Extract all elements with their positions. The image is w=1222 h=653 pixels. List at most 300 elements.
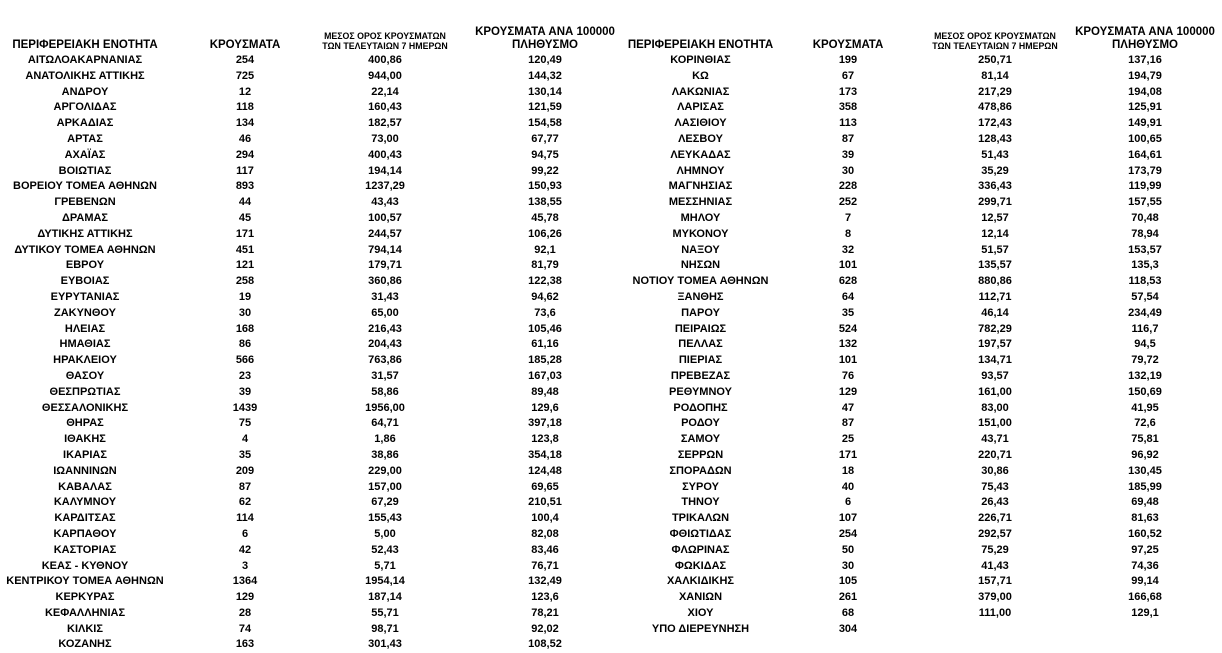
table-row [0,69,620,85]
cell-avg-7days: 65,00 [371,306,399,319]
cell-cases: 1364 [232,575,258,588]
cell-avg-7days: 31,57 [371,369,399,382]
cell-avg-7days: 43,71 [981,433,1009,446]
table-row [0,385,620,401]
cell-cases: 87 [238,480,252,493]
table-row [0,353,620,369]
table-row [610,211,1222,227]
cell-per-100k: 120,49 [528,54,562,66]
cell-per-100k: 185,28 [528,354,562,367]
cell-region: ΜΥΚΟΝΟΥ [672,227,729,240]
cell-region: ΑΡΓΟΛΙΔΑΣ [53,101,117,114]
header-per-line2: ΠΛΗΘΥΣΜΟ [511,39,578,52]
cell-cases: 566 [235,354,255,367]
table-row [610,480,1222,496]
cell-avg-7days: 5,00 [374,527,396,540]
cell-per-100k: 89,48 [531,385,559,398]
cell-region: ΠΙΕΡΙΑΣ [678,354,723,367]
cell-region: ΙΩΑΝΝΙΝΩΝ [53,464,117,477]
cell-per-100k: 70,48 [1131,211,1159,224]
table-row [0,527,620,543]
cell-cases: 114 [236,512,254,525]
table-row [610,85,1222,101]
table-row [610,290,1222,306]
table-row [610,179,1222,195]
cell-per-100k: 57,54 [1131,290,1159,303]
cell-per-100k: 129,1 [1131,606,1159,619]
cell-region: ΗΡΑΚΛΕΙΟΥ [53,354,117,367]
table-row [610,274,1222,290]
cell-cases: 3 [241,559,249,572]
table-row [610,306,1222,322]
cell-cases: 304 [838,622,858,635]
cell-cases: 76 [841,369,855,382]
table-row [0,164,620,180]
cell-region: ΕΒΡΟΥ [65,259,105,272]
table-row [0,606,620,622]
cell-avg-7days: 26,43 [981,496,1009,509]
cell-region: ΔΥΤΙΚΟΥ ΤΟΜΕΑ ΑΘΗΝΩΝ [14,243,156,256]
cell-region: ΑΝΔΡΟΥ [61,85,109,98]
cell-region: ΕΥΒΟΙΑΣ [60,275,110,288]
header-avg-7days [910,32,1080,52]
cell-cases: 35 [238,448,252,461]
cell-region: ΧΑΛΚΙΔΙΚΗΣ [666,575,735,588]
cell-per-100k: 74,36 [1131,559,1159,572]
cell-cases: 28 [238,606,252,619]
cell-cases: 171 [838,448,858,461]
cell-cases: 35 [841,306,855,319]
cell-region: ΧΙΟΥ [687,606,714,619]
cell-region: ΛΗΜΝΟΥ [676,164,725,177]
cell-avg-7days: 31,43 [371,290,399,303]
cell-per-100k: 135,3 [1131,259,1159,272]
cell-cases: 64 [841,290,855,303]
cell-per-100k: 73,6 [534,306,556,319]
table-row [610,322,1222,338]
cell-per-100k: 144,32 [528,69,562,82]
cell-per-100k: 173,79 [1128,164,1162,177]
cell-cases: 47 [841,401,855,414]
cell-per-100k: 121,59 [528,101,562,114]
cell-avg-7days: 5,71 [374,559,396,572]
cell-avg-7days: 400,43 [368,148,402,161]
cell-avg-7days: 12,14 [981,227,1009,240]
cell-avg-7days: 135,57 [978,259,1012,272]
cell-avg-7days: 782,29 [978,322,1012,335]
cell-avg-7days: 172,43 [978,117,1012,130]
cell-region: ΝΟΤΙΟΥ ΤΟΜΕΑ ΑΘΗΝΩΝ [632,275,769,288]
cell-avg-7days: 75,43 [981,480,1009,493]
cell-region: ΥΠΟ ΔΙΕΡΕΥΝΗΣΗ [651,622,750,635]
cell-avg-7days: 204,43 [368,338,402,351]
cell-avg-7days: 43,43 [371,196,399,209]
cell-cases: 4 [241,433,249,446]
cell-cases: 121 [235,259,255,272]
table-row [0,432,620,448]
cell-avg-7days: 194,14 [368,164,402,177]
cell-region: ΒΟΡΕΙΟΥ ΤΟΜΕΑ ΑΘΗΝΩΝ [13,180,157,193]
cell-region: ΜΑΓΝΗΣΙΑΣ [668,180,733,193]
header-per-100k [1065,26,1222,52]
cell-cases: 12 [238,85,252,98]
cell-avg-7days: 83,00 [981,401,1009,414]
cell-cases: 132 [838,338,858,351]
cell-per-100k: 124,48 [528,464,562,477]
table-row [610,543,1222,559]
cell-cases: 258 [235,275,255,288]
cell-cases: 129 [838,385,858,398]
cell-avg-7days: 161,00 [978,385,1012,398]
cell-cases: 25 [841,433,855,446]
table-row [0,306,620,322]
cell-region: ΡΕΘΥΜΝΟΥ [669,385,732,398]
cell-per-100k: 72,6 [1134,417,1156,430]
cell-region: ΣΑΜΟΥ [680,433,721,446]
table-row [0,243,620,259]
cell-cases: 451 [235,243,255,256]
cell-per-100k: 61,16 [531,338,559,351]
table-row [610,132,1222,148]
cell-region: ΦΘΙΩΤΙΔΑΣ [669,527,732,540]
cell-per-100k: 92,02 [531,622,559,635]
cell-region: ΡΟΔΟΠΗΣ [673,401,728,414]
cell-avg-7days: 30,86 [981,464,1009,477]
left-table-body [0,53,620,653]
cell-per-100k: 76,71 [531,559,559,572]
cell-per-100k: 210,51 [528,496,562,509]
header-cases: ΚΡΟΥΣΜΑΤΑ [209,39,281,52]
cell-region: ΣΕΡΡΩΝ [677,448,724,461]
table-row [0,511,620,527]
table-row [610,495,1222,511]
table-row [0,258,620,274]
cell-cases: 101 [838,354,858,367]
cell-per-100k: 94,5 [1134,338,1156,351]
cell-avg-7days: 1954,14 [365,575,405,588]
cell-avg-7days: 182,57 [368,117,402,130]
cell-cases: 40 [841,480,855,493]
cell-cases: 6 [844,496,852,509]
cell-avg-7days: 336,43 [978,180,1012,193]
cell-per-100k: 99,14 [1131,575,1159,588]
cell-region: ΚΕΡΚΥΡΑΣ [55,591,115,604]
cell-avg-7days: 292,57 [978,527,1012,540]
table-row [0,480,620,496]
cell-per-100k: 81,79 [531,259,559,272]
cell-cases: 30 [238,306,252,319]
cell-region: ΠΑΡΟΥ [681,306,720,319]
cell-cases: 7 [844,211,852,224]
cell-region: ΔΡΑΜΑΣ [61,211,109,224]
cell-cases: 8 [844,227,852,240]
cell-per-100k: 82,08 [531,527,559,540]
cell-per-100k: 129,6 [531,401,559,414]
cell-region: ΡΟΔΟΥ [681,417,720,430]
table-row [610,195,1222,211]
cell-cases: 87 [841,417,855,430]
cell-cases: 18 [841,464,855,477]
cell-per-100k: 100,65 [1128,132,1162,145]
cell-per-100k: 41,95 [1131,401,1159,414]
cell-region: ΒΟΙΩΤΙΑΣ [58,164,112,177]
table-row [610,622,1222,638]
table-row [0,622,620,638]
cell-avg-7days: 22,14 [371,85,399,98]
header-region: ΠΕΡΙΦΕΡΕΙΑΚΗ ΕΝΟΤΗΤΑ [12,39,158,52]
header-avg-line2: ΤΩΝ ΤΕΛΕΥΤΑΙΩΝ 7 ΗΜΕΡΩΝ [932,41,1058,52]
table-row [610,511,1222,527]
header-avg-line1: ΜΕΣΟΣ ΟΡΟΣ ΚΡΟΥΣΜΑΤΩΝ [934,31,1056,42]
cell-avg-7days: 81,14 [981,69,1009,82]
cell-avg-7days: 64,71 [371,417,399,430]
cell-region: ΝΗΣΩΝ [680,259,721,272]
table-row [610,243,1222,259]
cell-per-100k: 194,79 [1128,69,1162,82]
cell-cases: 358 [838,101,858,114]
cell-cases: 39 [238,385,252,398]
table-row [0,637,620,653]
cell-region: ΛΕΣΒΟΥ [678,132,723,145]
cell-cases: 50 [841,543,855,556]
header-avg-line2: ΤΩΝ ΤΕΛΕΥΤΑΙΩΝ 7 ΗΜΕΡΩΝ [322,41,448,52]
cell-avg-7days: 160,43 [368,101,402,114]
cell-per-100k: 97,25 [1131,543,1159,556]
cell-per-100k: 92,1 [534,243,556,256]
cell-cases: 107 [838,512,858,525]
cell-cases: 46 [238,132,252,145]
cell-region: ΚΑΡΔΙΤΣΑΣ [54,512,116,525]
cell-avg-7days: 1,86 [374,433,396,446]
cell-region: ΠΡΕΒΕΖΑΣ [670,369,731,382]
header-region: ΠΕΡΙΦΕΡΕΙΑΚΗ ΕΝΟΤΗΤΑ [627,39,774,52]
cell-region: ΚΟΡΙΝΘΙΑΣ [670,54,731,66]
cell-region: ΚΑΛΥΜΝΟΥ [53,496,117,509]
cell-cases: 75 [238,417,252,430]
table-row [0,495,620,511]
cell-avg-7days: 944,00 [368,69,402,82]
cell-per-100k: 194,08 [1128,85,1162,98]
cell-per-100k: 153,57 [1128,243,1162,256]
header-cases: ΚΡΟΥΣΜΑΤΑ [812,39,884,52]
cell-per-100k: 94,75 [531,148,559,161]
cell-avg-7days: 51,43 [981,148,1009,161]
cell-per-100k: 78,94 [1131,227,1159,240]
cell-per-100k: 94,62 [531,290,559,303]
cell-per-100k: 132,19 [1128,369,1162,382]
cell-per-100k: 137,16 [1128,54,1162,66]
cell-avg-7days: 360,86 [368,275,402,288]
cell-avg-7days: 301,43 [368,638,402,651]
cell-per-100k: 125,91 [1128,101,1162,114]
cell-region: ΜΕΣΣΗΝΙΑΣ [668,196,733,209]
cell-region: ΗΜΑΘΙΑΣ [59,338,111,351]
table-row [610,164,1222,180]
table-row [610,464,1222,480]
table-row [0,179,620,195]
cell-region: ΘΕΣΠΡΩΤΙΑΣ [49,385,121,398]
cell-cases: 254 [235,54,255,66]
table-row [0,369,620,385]
cell-per-100k: 150,69 [1128,385,1162,398]
cell-per-100k: 185,99 [1128,480,1162,493]
cell-region: ΚΕΦΑΛΛΗΝΙΑΣ [44,606,126,619]
cell-per-100k: 81,63 [1131,512,1159,525]
table-row [0,574,620,590]
cell-per-100k: 149,91 [1128,117,1162,130]
cell-per-100k: 69,65 [531,480,559,493]
cell-region: ΝΑΞΟΥ [681,243,720,256]
cell-per-100k: 100,4 [531,512,559,525]
cell-region: ΑΝΑΤΟΛΙΚΗΣ ΑΤΤΙΚΗΣ [25,69,145,82]
cell-cases: 45 [238,211,252,224]
cell-cases: 524 [838,322,858,335]
table-row [0,85,620,101]
table-row [0,559,620,575]
left-table-header [0,0,620,53]
cell-region: ΚΟΖΑΝΗΣ [58,638,112,651]
cell-avg-7days: 226,71 [978,512,1012,525]
table-row [610,385,1222,401]
table-row [0,53,620,69]
cell-per-100k: 108,52 [528,638,562,651]
cell-region: ΦΩΚΙΔΑΣ [674,559,727,572]
cell-cases: 171 [235,227,255,240]
cell-region: ΛΑΣΙΘΙΟΥ [674,117,727,130]
cell-avg-7days: 400,86 [368,54,402,66]
cell-cases: 163 [235,638,255,651]
cell-cases: 1439 [232,401,258,414]
cell-cases: 725 [235,69,255,82]
table-row [0,116,620,132]
cell-cases: 118 [236,101,254,114]
cell-per-100k: 96,92 [1131,448,1159,461]
cell-per-100k: 123,8 [531,433,559,446]
cell-avg-7days: 134,71 [978,354,1012,367]
table-row [610,353,1222,369]
cell-cases: 252 [838,196,858,209]
cell-region: ΤΗΝΟΥ [681,496,720,509]
cell-avg-7days: 58,86 [371,385,399,398]
cell-region: ΘΑΣΟΥ [65,369,105,382]
cell-per-100k: 99,22 [531,164,559,177]
cell-region: ΙΚΑΡΙΑΣ [63,448,107,461]
cell-avg-7days: 250,71 [978,54,1012,66]
table-row [0,148,620,164]
cell-region: ΖΑΚΥΝΘΟΥ [53,306,117,319]
cell-per-100k: 397,18 [528,417,562,430]
table-row [0,211,620,227]
table-row [610,401,1222,417]
cell-per-100k: 154,58 [528,117,562,130]
cell-cases: 113 [839,117,857,130]
cell-cases: 62 [238,496,252,509]
cell-avg-7days: 100,57 [368,211,402,224]
cell-per-100k: 116,7 [1131,322,1159,335]
table-row [0,322,620,338]
cell-avg-7days: 128,43 [978,132,1012,145]
cell-cases: 30 [841,164,855,177]
cell-avg-7days: 179,71 [368,259,402,272]
cell-avg-7days: 299,71 [978,196,1012,209]
cell-avg-7days: 220,71 [978,448,1012,461]
cell-region: ΑΡΤΑΣ [67,132,103,145]
cell-cases: 44 [238,196,252,209]
cell-avg-7days: 794,14 [368,243,402,256]
cell-avg-7days: 111,00 [978,606,1012,619]
cell-per-100k: 354,18 [528,448,562,461]
cell-per-100k: 69,48 [1131,496,1159,509]
header-per-line1: ΚΡΟΥΣΜΑΤΑ ΑΝΑ 100000 [1075,26,1215,39]
cell-region: ΙΘΑΚΗΣ [64,433,106,446]
table-row [610,100,1222,116]
cell-avg-7days: 75,29 [981,543,1009,556]
table-row [610,53,1222,69]
cell-cases: 23 [238,369,252,382]
cell-cases: 129 [235,591,255,604]
cell-avg-7days: 217,29 [978,85,1012,98]
header-avg-7days [300,32,470,52]
cell-region: ΠΕΙΡΑΙΩΣ [674,322,727,335]
table-row [610,559,1222,575]
cell-cases: 101 [838,259,858,272]
table-row [0,464,620,480]
cell-cases: 209 [235,464,255,477]
cell-avg-7days: 151,00 [978,417,1012,430]
table-row [0,401,620,417]
cell-avg-7days: 41,43 [981,559,1009,572]
table-row [610,416,1222,432]
cell-cases: 105 [838,575,858,588]
cell-per-100k: 67,77 [531,132,559,145]
cell-avg-7days: 187,14 [368,591,402,604]
cell-per-100k: 157,55 [1128,196,1162,209]
cell-per-100k: 119,99 [1128,180,1162,193]
cell-region: ΛΑΡΙΣΑΣ [677,101,724,114]
table-row [610,227,1222,243]
cell-cases: 42 [238,543,252,556]
cell-per-100k: 164,61 [1128,148,1162,161]
cell-avg-7days: 880,86 [978,275,1012,288]
cell-per-100k: 106,26 [528,227,562,240]
table-row [610,69,1222,85]
cell-avg-7days: 379,00 [978,591,1012,604]
cell-per-100k: 79,72 [1131,354,1159,367]
cell-per-100k: 118,53 [1128,275,1162,288]
cell-region: ΚΕΑΣ - ΚΥΘΝΟΥ [41,559,129,572]
cell-avg-7days: 155,43 [368,512,402,525]
cell-region: ΧΑΝΙΩΝ [678,591,723,604]
cell-per-100k: 130,45 [1128,464,1162,477]
table-row [0,590,620,606]
cell-region: ΣΠΟΡΑΔΩΝ [669,464,732,477]
cell-per-100k: 105,46 [528,322,562,335]
cell-per-100k: 132,49 [528,575,562,588]
cell-avg-7days: 55,71 [371,606,399,619]
cell-cases: 294 [235,148,255,161]
cell-avg-7days: 157,00 [368,480,402,493]
cell-cases: 893 [235,180,255,193]
cell-avg-7days: 93,57 [981,369,1009,382]
cell-per-100k: 167,03 [528,369,562,382]
cell-per-100k: 83,46 [531,543,559,556]
cell-avg-7days: 112,71 [978,290,1012,303]
cell-cases: 228 [838,180,858,193]
cell-region: ΘΕΣΣΑΛΟΝΙΚΗΣ [41,401,129,414]
table-row [0,337,620,353]
table-row [610,606,1222,622]
cell-region: ΜΗΛΟΥ [680,211,721,224]
